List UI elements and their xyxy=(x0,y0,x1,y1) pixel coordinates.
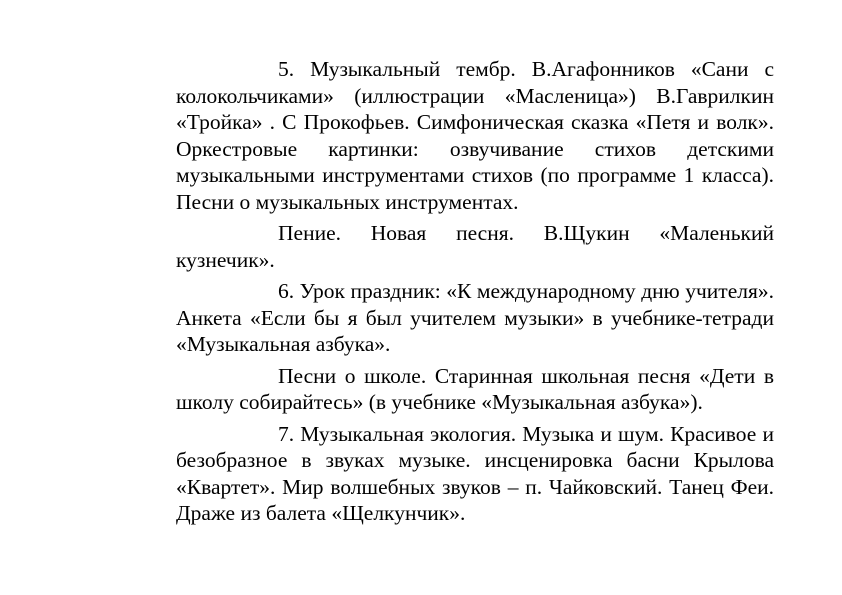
paragraph-lesson-5: 5. Музыкальный тембр. В.Агафонников «Сани с колокольчиками» (иллюстрации «Масленица») В.Гаврилкин «Тройка» . С Прокофьев. Симфоническая сказка «Петя и волк». Оркестровые картинки: озвучивание стихов детскими музыкальными инструментами стихов (по программе 1 класса). Песни о музыкальных инструментах. xyxy=(176,57,774,214)
paragraph-lesson-6: 6. Урок праздник: «К международному дню учителя». Анкета «Если бы я был учителем музыки» в учебнике-тетради «Музыкальная азбука». xyxy=(176,279,774,356)
paragraph-school-songs: Песни о школе. Старинная школьная песня «Дети в школу собирайтесь» (в учебнике «Музыкальная азбука»). xyxy=(176,363,774,414)
paragraph-lesson-7: 7. Музыкальная экология. Музыка и шум. Красивое и безобразное в звуках музыке. инсценировка басни Крылова «Квартет». Мир волшебных звуков – п. Чайковский. Танец Феи. Драже из балета «Щелкунчик». xyxy=(176,421,774,525)
document-body xyxy=(176,56,774,532)
paragraph-singing-1: Пение. Новая песня. В.Щукин «Маленький кузнечик». xyxy=(176,221,774,272)
